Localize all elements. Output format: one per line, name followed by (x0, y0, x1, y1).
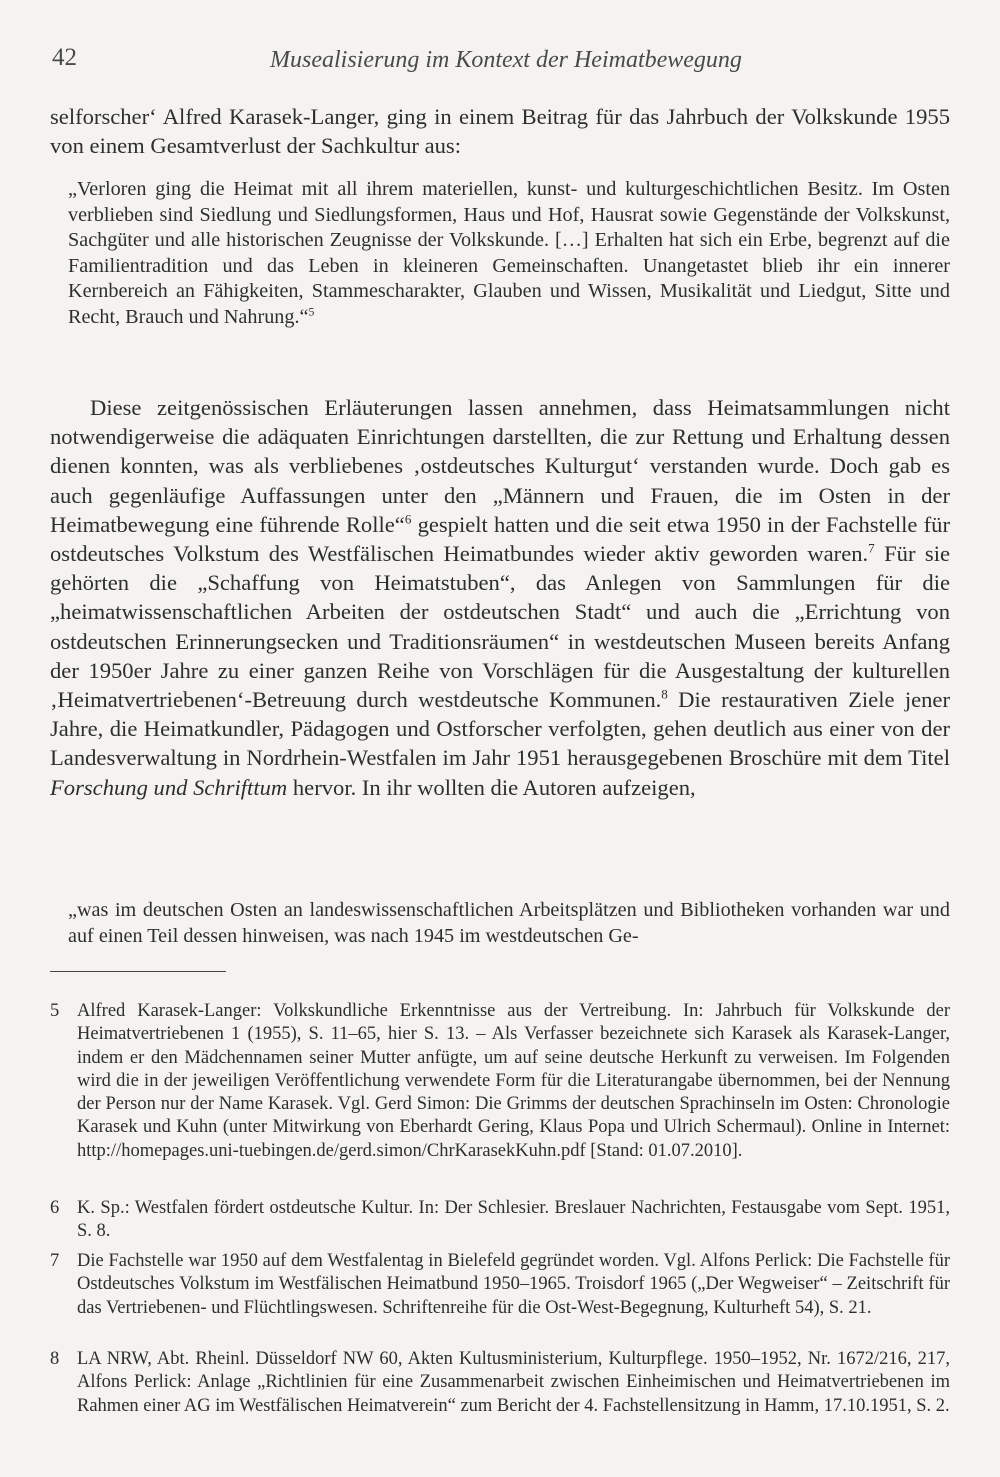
footnote-number: 5 (50, 1001, 60, 1021)
paragraph-2-part-3: Für sie gehörten die „Schaffung von Heimatstuben“, das Anlegen von Sammlungen für die „heimatwissenschaftlichen Arbeiten der ostdeutschen Stadt“ und auch die „Errichtung von ostdeutschen Erinnerungsecken und Traditionsräumen“ in westdeutschen Museen bereits Anfang der 1950er Jahre zu einer ganzen Reihe von Vorschlägen für die Ausgestaltung der kulturellen ‚Heimatvertriebenen‘-Betreuung durch westdeutsche Kommunen. (50, 541, 951, 713)
block-quote-1 (68, 177, 950, 331)
paragraph-1: selforscher‘ Alfred Karasek-Langer, ging in einem Beitrag für das Jahrbuch der Volkskunde 1955 von einem Gesamtverlust der Sachkultur aus: (50, 104, 950, 159)
footnote-divider (50, 971, 226, 972)
footnote-7 (50, 1250, 950, 1320)
running-head: Musealisierung im Kontext der Heimatbewegung (270, 47, 742, 73)
block-quote-1-text: „Verloren ging die Heimat mit all ihrem materiellen, kunst- und kulturgeschichtlichen Besitz. Im Osten verblieben sind Siedlung und Siedlungsformen, Haus und Hof, Hausrat sowie Gegenstände der Volkskunst, Sachgüter und alle historischen Zeugnisse der Volkskunde. […] Erhalten hat sich ein Erbe, begrenzt auf die Familientradition und das Leben in kleineren Gemeinschaften. Unangetastet blieb ihr ein innerer Kernbereich an Fähigkeiten, Stammescharakter, Glauben und Wissen, Musikalität und Liedgut, Sitte und Recht, Brauch und Nahrung.“ (68, 178, 950, 328)
paragraph-2 (50, 393, 950, 802)
footnote-8 (50, 1348, 950, 1418)
footnote-text: Alfred Karasek-Langer: Volkskundliche Erkenntnisse aus der Vertreibung. In: Jahrbuch für Volkskunde der Heimatvertriebenen 1 (1955), S. 11–65, hier S. 13. – Als Verfasser bezeichnete sich Karasek als Karasek-Langer, indem er den Mädchennamen seiner Mutter anfügte, um auf seine deutsche Herkunft zu verweisen. Im Folgenden wird die in der jeweiligen Veröffentlichung verwendete Form für die Literaturangabe übernommen, bei der Nennung der Person nur der Name Karasek. Vgl. Gerd Simon: Die Grimms der deutschen Sprachinseln im Osten: Chronologie Karasek und Kuhn (unter Mitwirkung von Eberhardt Gering, Klaus Popa und Ulrich Schermaul). Online in Internet: http://homepages.uni-tuebingen.de/gerd.simon/ChrKarasekKuhn.pdf [Stand: 01.07.2010]. (77, 1001, 950, 1161)
block-quote-2: „was im deutschen Osten an landeswissenschaftlichen Arbeitsplätzen und Bibliotheken vorhanden war und auf einen Teil dessen hinweisen, was nach 1945 im westdeutschen Ge- (68, 899, 950, 947)
book-title: Forschung und Schrifttum (50, 774, 288, 800)
footnote-number: 7 (50, 1251, 60, 1271)
footnote-5 (50, 1000, 950, 1163)
paragraph-2-part-4: Die restaurativen Ziele jener Jahre, die Heimatkundler, Pädagogen und Ostforscher verfolgten, gehen deutlich aus einer von der Landesverwaltung in Nordrhein-Westfalen im Jahr 1951 herausgegebenen Broschüre mit dem Titel (50, 687, 950, 771)
footnote-number: 6 (50, 1198, 60, 1218)
paragraph-2-part-2: gespielt hatten und die seit etwa 1950 in der Fachstelle für ostdeutsches Volkstum des Westfälischen Heimatbundes wieder aktiv geworden waren. (50, 511, 950, 567)
footnote-ref-8[interactable]: 8 (661, 686, 668, 702)
footnote-ref-7[interactable]: 7 (868, 540, 875, 556)
page-number: 42 (52, 44, 77, 71)
footnote-text: Die Fachstelle war 1950 auf dem Westfalentag in Bielefeld gegründet worden. Vgl. Alfons Perlick: Die Fachstelle für Ostdeutsches Volkstum im Westfälischen Heimatbund 1950–1965. Troisdorf 1965 („Der Wegweiser“ – Zeitschrift für das Vertriebenen- und Flüchtlingswesen. Schriftenreihe für die Ost-West-Begegnung, Kulturheft 54), S. 21. (77, 1251, 950, 1318)
footnote-text: K. Sp.: Westfalen fördert ostdeutsche Kultur. In: Der Schlesier. Breslauer Nachrichten, Festausgabe vom Sept. 1951, S. 8. (77, 1198, 950, 1242)
footnote-ref-6[interactable]: 6 (404, 511, 412, 527)
paragraph-2-part-1: Diese zeitgenössischen Erläuterungen lassen annehmen, dass Heimatsammlungen nicht notwendigerweise die adäquaten Einrichtungen darstellten, die zur Rettung und Erhaltung dessen dienen konnten, was als verbliebenes ‚ostdeutsches Kulturgut‘ verstanden wurde. Doch gab es auch gegenläufige Auffassungen unter den „Männern und Frauen, die im Osten in der Heimatbewegung eine führende Rolle“ (50, 395, 950, 537)
footnote-ref-5[interactable]: 5 (308, 305, 315, 319)
footnote-text: LA NRW, Abt. Rheinl. Düsseldorf NW 60, Akten Kultusministerium, Kulturpflege. 1950–1952, Nr. 1672/216, 217, Alfons Perlick: Anlage „Richtlinien für eine Zusammenarbeit zwischen Einheimischen und Heimatvertriebenen im Rahmen einer AG im Westfälischen Heimatverein“ zum Bericht der 4. Fachstellensitzung in Hamm, 17.10.1951, S. 2. (77, 1349, 950, 1416)
paragraph-2-part-5: hervor. In ihr wollten die Autoren aufzeigen, (287, 774, 696, 800)
footnote-number: 8 (50, 1349, 60, 1369)
footnote-6 (50, 1197, 950, 1244)
